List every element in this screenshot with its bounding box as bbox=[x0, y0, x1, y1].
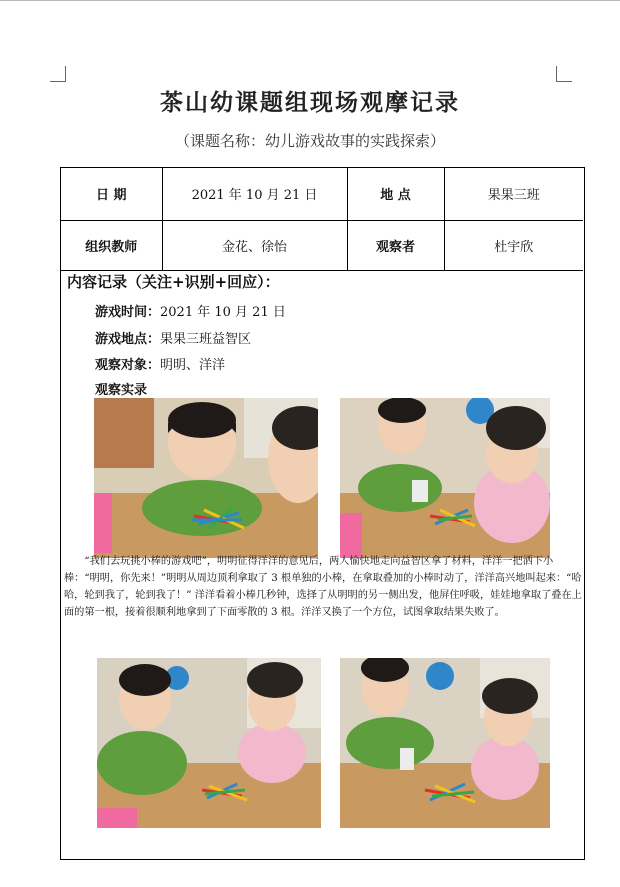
observe-target-line bbox=[95, 354, 225, 373]
photo-4 bbox=[340, 658, 550, 828]
date-value: 2021 年 10 月 21 日 bbox=[162, 168, 347, 220]
teacher-label: 组织教师 bbox=[61, 220, 162, 270]
date-label: 日 期 bbox=[61, 168, 162, 220]
info-row-date bbox=[61, 168, 583, 220]
observe-target-value: 明明、洋洋 bbox=[160, 358, 226, 373]
photo-3 bbox=[97, 658, 321, 828]
document-subtitle: （课题名称：幼儿游戏故事的实践探索） bbox=[174, 132, 445, 150]
record-line bbox=[95, 379, 147, 398]
info-table bbox=[61, 168, 583, 271]
observation-narrative bbox=[64, 553, 584, 621]
narrative-text: “我们去玩挑小棒的游戏吧”，明明征得洋洋的意见后，两人愉快地走向益智区拿了材料，洋洋一把洒下小棒：“明明，你先来！”明明从周边顶利拿取了 3 根单独的小棒，在拿取叠加的小棒时动了，洋洋高兴地叫起来：“哈哈，轮到我了，轮到我了！” 洋洋看着小棒几秒钟，选择了从明明的另一侧出发，他屏住呼吸，娃娃地拿取了叠在上面的第一根，接着很顺利地拿到了下面零散的 3 根。洋洋又换了一个方位，试图拿取结果失败了。 bbox=[64, 556, 582, 618]
game-place-value: 果果三班益智区 bbox=[160, 332, 252, 347]
crop-mark-left bbox=[50, 66, 66, 82]
game-time-label: 游戏时间： bbox=[95, 305, 161, 320]
game-time-value: 2021 年 10 月 21 日 bbox=[160, 305, 286, 320]
game-place-line bbox=[95, 328, 251, 347]
record-frame bbox=[60, 167, 585, 860]
info-row-teacher bbox=[61, 220, 583, 270]
observer-value: 杜宇欣 bbox=[444, 220, 583, 270]
crop-mark-right bbox=[556, 66, 572, 82]
game-place-label: 游戏地点： bbox=[95, 332, 161, 347]
game-time-line bbox=[95, 301, 286, 320]
record-label: 观察实录 bbox=[95, 383, 148, 398]
section-title: 内容记录（关注+识别+回应）： bbox=[67, 273, 280, 291]
teacher-value: 金花、徐怡 bbox=[162, 220, 347, 270]
place-label: 地 点 bbox=[347, 168, 444, 220]
page-top-edge bbox=[0, 0, 620, 1]
document-title: 茶山幼课题组现场观摩记录 bbox=[160, 90, 460, 116]
observe-target-label: 观察对象： bbox=[95, 358, 161, 373]
photo-1 bbox=[94, 398, 318, 558]
photo-2 bbox=[340, 398, 550, 558]
observer-label: 观察者 bbox=[347, 220, 444, 270]
place-value: 果果三班 bbox=[444, 168, 583, 220]
